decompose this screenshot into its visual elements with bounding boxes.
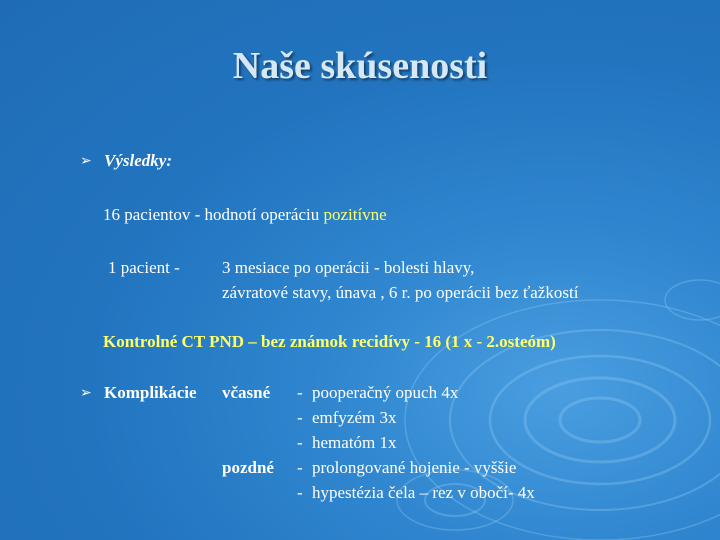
- patient-line-2: závratové stavy, únava , 6 r. po operácii bez ťažkostí: [222, 283, 579, 302]
- slide-title: Naše skúsenosti: [232, 45, 488, 87]
- dash: -: [297, 433, 303, 452]
- early-item-2: emfyzém 3x: [312, 408, 397, 427]
- positive-highlight: pozitívne: [323, 205, 387, 224]
- results-line: [103, 205, 387, 225]
- late-item-2: hypestézia čela – rez v obočí- 4x: [312, 483, 535, 502]
- bullet-arrow-icon: ➢: [80, 386, 92, 401]
- late-item-1: prolongované hojenie - vyššie: [312, 458, 517, 477]
- early-item-3: hematóm 1x: [312, 433, 397, 452]
- dash: -: [297, 383, 303, 402]
- late-label: pozdné: [222, 458, 274, 477]
- results-text: 16 pacientov - hodnotí operáciu: [103, 205, 324, 224]
- patient-line-1: 3 mesiace po operácii - bolesti hlavy,: [222, 258, 475, 277]
- early-label: včasné: [222, 383, 271, 402]
- dash: -: [297, 483, 303, 502]
- bullet-arrow-icon: ➢: [80, 154, 92, 169]
- patient-label: 1 pacient -: [108, 258, 180, 277]
- dash: -: [297, 408, 303, 427]
- early-item-1: pooperačný opuch 4x: [312, 383, 459, 402]
- complications-label: Komplikácie: [104, 383, 197, 402]
- results-label: Výsledky:: [104, 151, 172, 170]
- dash: -: [297, 458, 303, 477]
- ct-result-line: Kontrolné CT PND – bez známok recidívy - 16 (1 x - 2.osteóm): [103, 332, 556, 351]
